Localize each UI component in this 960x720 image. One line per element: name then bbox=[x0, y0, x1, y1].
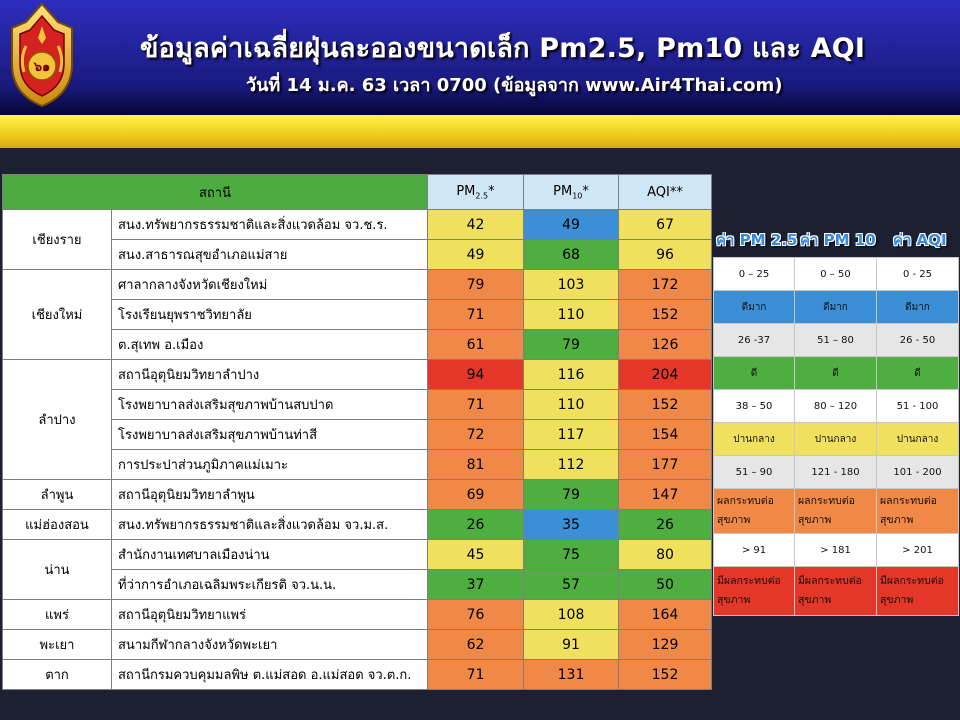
pm25-value-cell: 79 bbox=[428, 270, 524, 300]
legend-pm25-cell: 38 – 50 bbox=[714, 390, 795, 423]
pm10-value-cell: 68 bbox=[524, 240, 619, 270]
legend-level-row-blue bbox=[714, 291, 959, 324]
aqi-value-cell: 147 bbox=[619, 480, 712, 510]
pm10-column-header: $PM_{10}*$ bbox=[524, 175, 619, 210]
table-row bbox=[3, 660, 712, 690]
pm10-value-cell: 57 bbox=[524, 570, 619, 600]
legend-aqi-cell: 51 - 100 bbox=[877, 390, 959, 423]
table-header-row bbox=[3, 175, 712, 210]
aqi-value-cell: 96 bbox=[619, 240, 712, 270]
legend-pm10-cell: ปานกลาง bbox=[795, 423, 877, 456]
header-banner bbox=[0, 0, 960, 148]
header-yellow-stripe bbox=[0, 115, 960, 148]
legend-pm10-cell: ดีมาก bbox=[795, 291, 877, 324]
legend-aqi-cell: 101 - 200 bbox=[877, 456, 959, 489]
pm10-value-cell: 112 bbox=[524, 450, 619, 480]
legend-level-row-orange bbox=[714, 489, 959, 534]
province-cell: ลำพูน bbox=[3, 480, 112, 510]
pm25-value-cell: 94 bbox=[428, 360, 524, 390]
legend-table bbox=[713, 257, 959, 616]
pm10-value-cell: 75 bbox=[524, 540, 619, 570]
station-cell: ต.สุเทพ อ.เมือง bbox=[112, 330, 428, 360]
station-cell: สถานีกรมควบคุมมลพิษ ต.แม่สอด อ.แม่สอด จว.ต.ก. bbox=[112, 660, 428, 690]
aqi-value-cell: 164 bbox=[619, 600, 712, 630]
table-row bbox=[3, 510, 712, 540]
legend-aqi-cell: > 201 bbox=[877, 534, 959, 567]
legend-level-row-yellow bbox=[714, 423, 959, 456]
pm25-value-cell: 71 bbox=[428, 660, 524, 690]
pm25-value-cell: 76 bbox=[428, 600, 524, 630]
pm10-value-cell: 116 bbox=[524, 360, 619, 390]
pm25-value-cell: 62 bbox=[428, 630, 524, 660]
aqi-value-cell: 154 bbox=[619, 420, 712, 450]
station-cell: ศาลากลางจังหวัดเชียงใหม่ bbox=[112, 270, 428, 300]
pm10-value-cell: 35 bbox=[524, 510, 619, 540]
pm25-value-cell: 49 bbox=[428, 240, 524, 270]
aqi-value-cell: 204 bbox=[619, 360, 712, 390]
province-cell: แพร่ bbox=[3, 600, 112, 630]
page-subtitle: วันที่ 14 ม.ค. 63 เวลา 0700 (ข้อมูลจาก www.Air4Thai.com) bbox=[246, 75, 783, 96]
legend-pm25-cell: ผลกระทบต่อสุขภาพ bbox=[714, 489, 795, 534]
legend-aqi-cell: ดีมาก bbox=[877, 291, 959, 324]
province-cell: พะเยา bbox=[3, 630, 112, 660]
province-cell: น่าน bbox=[3, 540, 112, 600]
legend-aqi-cell: 26 - 50 bbox=[877, 324, 959, 357]
table-row bbox=[3, 480, 712, 510]
aqi-value-cell: 50 bbox=[619, 570, 712, 600]
legend-pm10-cell: มีผลกระทบต่อสุขภาพ bbox=[795, 567, 877, 616]
station-cell: โรงพยาบาลส่งเสริมสุขภาพบ้านสบปาด bbox=[112, 390, 428, 420]
table-row bbox=[3, 630, 712, 660]
aqi-value-cell: 177 bbox=[619, 450, 712, 480]
pm10-value-cell: 117 bbox=[524, 420, 619, 450]
aqi-value-cell: 126 bbox=[619, 330, 712, 360]
legend-pm25-cell: มีผลกระทบต่อสุขภาพ bbox=[714, 567, 795, 616]
legend-range-row bbox=[714, 258, 959, 291]
legend-header-pm10: ค่า PM 10 bbox=[800, 231, 876, 249]
station-cell: สถานีอุตุนิยมวิทยาลำพูน bbox=[112, 480, 428, 510]
legend-aqi-cell: ปานกลาง bbox=[877, 423, 959, 456]
aqi-value-cell: 152 bbox=[619, 300, 712, 330]
pm10-value-cell: 103 bbox=[524, 270, 619, 300]
table-row bbox=[3, 210, 712, 240]
aqi-value-cell: 152 bbox=[619, 660, 712, 690]
emblem-numeral: ๖๑ bbox=[33, 60, 51, 75]
legend-header-pm25: ค่า PM 2.5 bbox=[716, 231, 798, 249]
station-cell: สนง.ทรัพยากรธรรมชาติและสิ่งแวดล้อม จว.ช.ร. bbox=[112, 210, 428, 240]
legend-aqi-cell: ผลกระทบต่อสุขภาพ bbox=[877, 489, 959, 534]
legend-pm25-cell: ดีมาก bbox=[714, 291, 795, 324]
legend-level-row-red bbox=[714, 567, 959, 616]
station-cell: การประปาส่วนภูมิภาคแม่เมาะ bbox=[112, 450, 428, 480]
provincial-emblem-icon bbox=[6, 2, 78, 110]
legend-pm10-cell: 121 - 180 bbox=[795, 456, 877, 489]
station-column-header: สถานี bbox=[3, 175, 428, 210]
station-cell: สนง.สาธารณสุขอำเภอแม่สาย bbox=[112, 240, 428, 270]
pm25-column-header: $PM_{2.5}*$ bbox=[428, 175, 524, 210]
table-row bbox=[3, 600, 712, 630]
pm10-value-cell: 49 bbox=[524, 210, 619, 240]
legend-range-row bbox=[714, 324, 959, 357]
legend-aqi-cell: มีผลกระทบต่อสุขภาพ bbox=[877, 567, 959, 616]
province-cell: แม่ฮ่องสอน bbox=[3, 510, 112, 540]
aqi-value-cell: 172 bbox=[619, 270, 712, 300]
station-cell: สำนักงานเทศบาลเมืองน่าน bbox=[112, 540, 428, 570]
legend-range-row bbox=[714, 456, 959, 489]
pm10-value-cell: 108 bbox=[524, 600, 619, 630]
pm10-value-cell: 110 bbox=[524, 390, 619, 420]
legend-pm25-cell: 26 -37 bbox=[714, 324, 795, 357]
station-cell: สนามกีฬากลางจังหวัดพะเยา bbox=[112, 630, 428, 660]
legend-pm25-cell: ปานกลาง bbox=[714, 423, 795, 456]
province-cell: ตาก bbox=[3, 660, 112, 690]
province-cell: เชียงราย bbox=[3, 210, 112, 270]
legend-header-aqi: ค่า AQI bbox=[893, 231, 947, 249]
legend-range-row bbox=[714, 390, 959, 423]
legend-pm10-cell: ดี bbox=[795, 357, 877, 390]
aqi-value-cell: 152 bbox=[619, 390, 712, 420]
page-title: ข้อมูลค่าเฉลี่ยฝุ่นละอองขนาดเล็ก Pm2.5, Pm10 และ AQI bbox=[140, 33, 866, 64]
station-cell: สนง.ทรัพยากรธรรมชาติและสิ่งแวดล้อม จว.ม.ส. bbox=[112, 510, 428, 540]
province-cell: ลำปาง bbox=[3, 360, 112, 480]
pm25-value-cell: 45 bbox=[428, 540, 524, 570]
table-row bbox=[3, 540, 712, 570]
pm10-value-cell: 79 bbox=[524, 330, 619, 360]
legend-pm25-cell: 51 – 90 bbox=[714, 456, 795, 489]
legend-pm25-cell: > 91 bbox=[714, 534, 795, 567]
legend-pm10-cell: 0 – 50 bbox=[795, 258, 877, 291]
aqi-value-cell: 67 bbox=[619, 210, 712, 240]
pm25-value-cell: 71 bbox=[428, 300, 524, 330]
legend-pm25-cell: 0 – 25 bbox=[714, 258, 795, 291]
pm-data-table bbox=[2, 174, 712, 690]
pm10-value-cell: 131 bbox=[524, 660, 619, 690]
pm10-value-cell: 110 bbox=[524, 300, 619, 330]
aqi-value-cell: 26 bbox=[619, 510, 712, 540]
pm10-value-cell: 79 bbox=[524, 480, 619, 510]
pm25-value-cell: 69 bbox=[428, 480, 524, 510]
table-row bbox=[3, 360, 712, 390]
legend-level-row-green bbox=[714, 357, 959, 390]
station-cell: โรงพยาบาลส่งเสริมสุขภาพบ้านท่าสี bbox=[112, 420, 428, 450]
aqi-column-header: AQI** bbox=[619, 175, 712, 210]
pm10-value-cell: 91 bbox=[524, 630, 619, 660]
legend-aqi-cell: 0 - 25 bbox=[877, 258, 959, 291]
pm25-value-cell: 37 bbox=[428, 570, 524, 600]
pm25-value-cell: 71 bbox=[428, 390, 524, 420]
legend-pm10-cell: ผลกระทบต่อสุขภาพ bbox=[795, 489, 877, 534]
station-cell: สถานีอุตุนิยมวิทยาแพร่ bbox=[112, 600, 428, 630]
pm25-value-cell: 81 bbox=[428, 450, 524, 480]
table-row bbox=[3, 270, 712, 300]
station-cell: ที่ว่าการอำเภอเฉลิมพระเกียรติ จว.น.น. bbox=[112, 570, 428, 600]
pm25-value-cell: 72 bbox=[428, 420, 524, 450]
legend-aqi-cell: ดี bbox=[877, 357, 959, 390]
pm25-value-cell: 42 bbox=[428, 210, 524, 240]
station-cell: สถานีอุตุนิยมวิทยาลำปาง bbox=[112, 360, 428, 390]
aqi-value-cell: 80 bbox=[619, 540, 712, 570]
legend-pm10-cell: 51 – 80 bbox=[795, 324, 877, 357]
aqi-value-cell: 129 bbox=[619, 630, 712, 660]
pm25-value-cell: 26 bbox=[428, 510, 524, 540]
pm25-value-cell: 61 bbox=[428, 330, 524, 360]
station-cell: โรงเรียนยุพราชวิทยาลัย bbox=[112, 300, 428, 330]
legend-pm10-cell: > 181 bbox=[795, 534, 877, 567]
legend-pm10-cell: 80 – 120 bbox=[795, 390, 877, 423]
province-cell: เชียงใหม่ bbox=[3, 270, 112, 360]
legend-range-row bbox=[714, 534, 959, 567]
legend-pm25-cell: ดี bbox=[714, 357, 795, 390]
